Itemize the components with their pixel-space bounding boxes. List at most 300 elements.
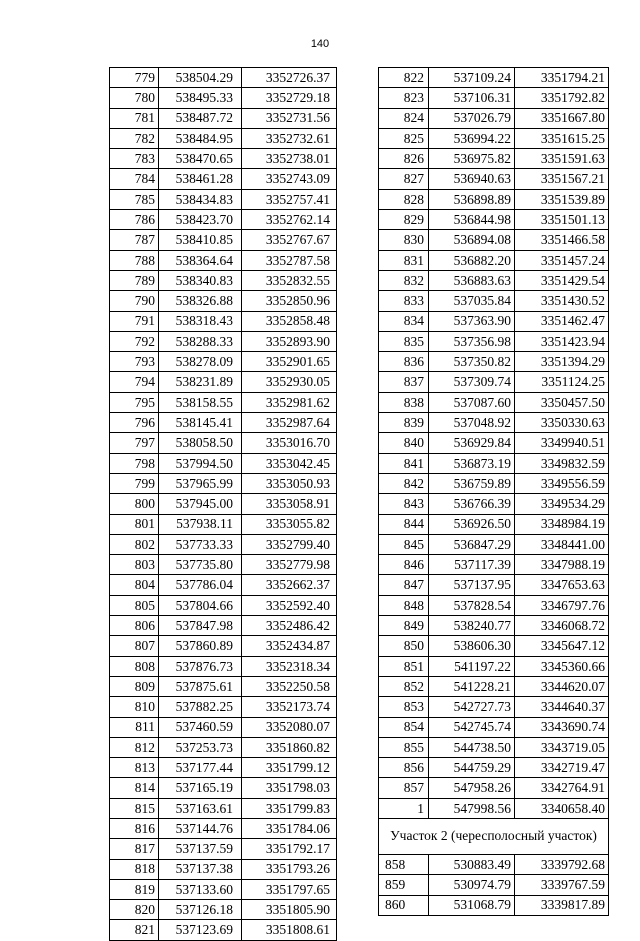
- x-coordinate: 537965.99: [159, 473, 242, 493]
- point-number: 836: [379, 352, 429, 372]
- table-row: [379, 737, 609, 757]
- point-number: 787: [110, 230, 159, 250]
- y-coordinate: 3350330.63: [515, 413, 609, 433]
- x-coordinate: 537356.98: [429, 331, 515, 351]
- point-number: 786: [110, 210, 159, 230]
- x-coordinate: 537860.89: [159, 636, 242, 656]
- table-row: [110, 392, 337, 412]
- y-coordinate: 3352726.37: [242, 68, 337, 88]
- x-coordinate: 537177.44: [159, 758, 242, 778]
- table-row: [379, 798, 609, 818]
- x-coordinate: 536975.82: [429, 149, 515, 169]
- table-row: [110, 210, 337, 230]
- point-number: 824: [379, 108, 429, 128]
- y-coordinate: 3352762.14: [242, 210, 337, 230]
- table-row: [110, 88, 337, 108]
- x-coordinate: 537828.54: [429, 595, 515, 615]
- point-number: 795: [110, 392, 159, 412]
- x-coordinate: 537938.11: [159, 514, 242, 534]
- point-number: 804: [110, 575, 159, 595]
- y-coordinate: 3351591.63: [515, 149, 609, 169]
- x-coordinate: 536940.63: [429, 169, 515, 189]
- y-coordinate: 3352738.01: [242, 149, 337, 169]
- x-coordinate: 544738.50: [429, 737, 515, 757]
- x-coordinate: 537106.31: [429, 88, 515, 108]
- point-number: 859: [379, 875, 429, 895]
- table-row: [379, 149, 609, 169]
- x-coordinate: 538231.89: [159, 372, 242, 392]
- table-row: [379, 453, 609, 473]
- x-coordinate: 537026.79: [429, 108, 515, 128]
- table-row: [379, 108, 609, 128]
- table-row: [110, 250, 337, 270]
- y-coordinate: 3351792.17: [242, 839, 337, 859]
- point-number: 860: [379, 895, 429, 915]
- x-coordinate: 536898.89: [429, 189, 515, 209]
- coordinates-table-right: [378, 67, 609, 916]
- table-row: [110, 169, 337, 189]
- y-coordinate: 3351799.12: [242, 758, 337, 778]
- y-coordinate: 3351462.47: [515, 311, 609, 331]
- table-row: [379, 311, 609, 331]
- x-coordinate: 536882.20: [429, 250, 515, 270]
- point-number: 814: [110, 778, 159, 798]
- x-coordinate: 536844.98: [429, 210, 515, 230]
- table-row: [110, 636, 337, 656]
- x-coordinate: 538495.33: [159, 88, 242, 108]
- y-coordinate: 3352731.56: [242, 108, 337, 128]
- point-number: 821: [110, 920, 159, 940]
- table-row: [379, 189, 609, 209]
- table-row: [110, 534, 337, 554]
- point-number: 797: [110, 433, 159, 453]
- x-coordinate: 537117.39: [429, 555, 515, 575]
- table-row: [110, 555, 337, 575]
- y-coordinate: 3352832.55: [242, 270, 337, 290]
- point-number: 843: [379, 494, 429, 514]
- x-coordinate: 536759.89: [429, 473, 515, 493]
- point-number: 831: [379, 250, 429, 270]
- table-row: [379, 88, 609, 108]
- point-number: 799: [110, 473, 159, 493]
- table-row: [110, 839, 337, 859]
- x-coordinate: 541197.22: [429, 656, 515, 676]
- y-coordinate: 3352250.58: [242, 676, 337, 696]
- point-number: 846: [379, 555, 429, 575]
- table-row: [379, 413, 609, 433]
- table-row: [110, 818, 337, 838]
- point-number: 809: [110, 676, 159, 696]
- x-coordinate: 537309.74: [429, 372, 515, 392]
- y-coordinate: 3351808.61: [242, 920, 337, 940]
- y-coordinate: 3351394.29: [515, 352, 609, 372]
- point-number: 793: [110, 352, 159, 372]
- table-row: [379, 494, 609, 514]
- table-row: [110, 676, 337, 696]
- x-coordinate: 537109.24: [429, 68, 515, 88]
- y-coordinate: 3340658.40: [515, 798, 609, 818]
- table-row: [110, 879, 337, 899]
- point-number: 851: [379, 656, 429, 676]
- point-number: 855: [379, 737, 429, 757]
- y-coordinate: 3352767.67: [242, 230, 337, 250]
- x-coordinate: 537876.73: [159, 656, 242, 676]
- x-coordinate: 537137.59: [159, 839, 242, 859]
- point-number: 857: [379, 778, 429, 798]
- y-coordinate: 3352757.41: [242, 189, 337, 209]
- x-coordinate: 538504.29: [159, 68, 242, 88]
- section-header-row: [379, 818, 609, 854]
- table-row: [110, 697, 337, 717]
- x-coordinate: 538058.50: [159, 433, 242, 453]
- table-row: [110, 230, 337, 250]
- table-row: [379, 169, 609, 189]
- x-coordinate: 537804.66: [159, 595, 242, 615]
- point-number: 1: [379, 798, 429, 818]
- point-number: 806: [110, 616, 159, 636]
- point-number: 798: [110, 453, 159, 473]
- table-row: [379, 555, 609, 575]
- point-number: 830: [379, 230, 429, 250]
- y-coordinate: 3352850.96: [242, 291, 337, 311]
- table-row: [110, 656, 337, 676]
- point-number: 805: [110, 595, 159, 615]
- x-coordinate: 538318.43: [159, 311, 242, 331]
- x-coordinate: 537945.00: [159, 494, 242, 514]
- y-coordinate: 3352799.40: [242, 534, 337, 554]
- y-coordinate: 3353016.70: [242, 433, 337, 453]
- y-coordinate: 3352981.62: [242, 392, 337, 412]
- x-coordinate: 538278.09: [159, 352, 242, 372]
- point-number: 823: [379, 88, 429, 108]
- table-row: [379, 473, 609, 493]
- y-coordinate: 3348984.19: [515, 514, 609, 534]
- point-number: 838: [379, 392, 429, 412]
- point-number: 833: [379, 291, 429, 311]
- table-row: [379, 758, 609, 778]
- x-coordinate: 530974.79: [429, 875, 515, 895]
- x-coordinate: 538487.72: [159, 108, 242, 128]
- table-row: [110, 453, 337, 473]
- y-coordinate: 3339792.68: [515, 854, 609, 874]
- point-number: 817: [110, 839, 159, 859]
- y-coordinate: 3352592.40: [242, 595, 337, 615]
- x-coordinate: 538145.41: [159, 413, 242, 433]
- y-coordinate: 3351805.90: [242, 900, 337, 920]
- point-number: 815: [110, 798, 159, 818]
- x-coordinate: 536994.22: [429, 128, 515, 148]
- point-number: 842: [379, 473, 429, 493]
- point-number: 825: [379, 128, 429, 148]
- y-coordinate: 3353058.91: [242, 494, 337, 514]
- point-number: 784: [110, 169, 159, 189]
- point-number: 782: [110, 128, 159, 148]
- x-coordinate: 537144.76: [159, 818, 242, 838]
- x-coordinate: 541228.21: [429, 676, 515, 696]
- table-row: [379, 854, 609, 874]
- x-coordinate: 542727.73: [429, 697, 515, 717]
- x-coordinate: 536894.08: [429, 230, 515, 250]
- table-row: [379, 676, 609, 696]
- y-coordinate: 3349940.51: [515, 433, 609, 453]
- point-number: 816: [110, 818, 159, 838]
- x-coordinate: 538158.55: [159, 392, 242, 412]
- y-coordinate: 3349832.59: [515, 453, 609, 473]
- y-coordinate: 3351615.25: [515, 128, 609, 148]
- x-coordinate: 537350.82: [429, 352, 515, 372]
- y-coordinate: 3344620.07: [515, 676, 609, 696]
- table-row: [110, 575, 337, 595]
- point-number: 849: [379, 616, 429, 636]
- y-coordinate: 3346797.76: [515, 595, 609, 615]
- table-row: [110, 311, 337, 331]
- point-number: 785: [110, 189, 159, 209]
- point-number: 848: [379, 595, 429, 615]
- point-number: 847: [379, 575, 429, 595]
- y-coordinate: 3352930.05: [242, 372, 337, 392]
- point-number: 801: [110, 514, 159, 534]
- point-number: 818: [110, 859, 159, 879]
- y-coordinate: 3352662.37: [242, 575, 337, 595]
- table-row: [110, 920, 337, 940]
- point-number: 858: [379, 854, 429, 874]
- y-coordinate: 3352901.65: [242, 352, 337, 372]
- point-number: 779: [110, 68, 159, 88]
- point-number: 788: [110, 250, 159, 270]
- y-coordinate: 3351793.26: [242, 859, 337, 879]
- coordinates-table-left: [109, 67, 337, 941]
- table-row: [110, 473, 337, 493]
- point-number: 840: [379, 433, 429, 453]
- point-number: 837: [379, 372, 429, 392]
- point-number: 781: [110, 108, 159, 128]
- table-row: [110, 189, 337, 209]
- x-coordinate: 537035.84: [429, 291, 515, 311]
- y-coordinate: 3351466.58: [515, 230, 609, 250]
- y-coordinate: 3351799.83: [242, 798, 337, 818]
- x-coordinate: 537087.60: [429, 392, 515, 412]
- table-row: [379, 595, 609, 615]
- x-coordinate: 538470.65: [159, 149, 242, 169]
- x-coordinate: 536929.84: [429, 433, 515, 453]
- table-row: [110, 616, 337, 636]
- point-number: 856: [379, 758, 429, 778]
- point-number: 828: [379, 189, 429, 209]
- point-number: 826: [379, 149, 429, 169]
- table-row: [379, 128, 609, 148]
- y-coordinate: 3342719.47: [515, 758, 609, 778]
- x-coordinate: 537735.80: [159, 555, 242, 575]
- table-row: [110, 900, 337, 920]
- y-coordinate: 3353050.93: [242, 473, 337, 493]
- table-row: [110, 798, 337, 818]
- x-coordinate: 537786.04: [159, 575, 242, 595]
- point-number: 844: [379, 514, 429, 534]
- point-number: 803: [110, 555, 159, 575]
- y-coordinate: 3352732.61: [242, 128, 337, 148]
- x-coordinate: 538434.83: [159, 189, 242, 209]
- y-coordinate: 3353055.82: [242, 514, 337, 534]
- point-number: 819: [110, 879, 159, 899]
- x-coordinate: 536873.19: [429, 453, 515, 473]
- table-row: [110, 494, 337, 514]
- y-coordinate: 3353042.45: [242, 453, 337, 473]
- x-coordinate: 538364.64: [159, 250, 242, 270]
- y-coordinate: 3349556.59: [515, 473, 609, 493]
- x-coordinate: 537733.33: [159, 534, 242, 554]
- table-row: [379, 433, 609, 453]
- table-row: [379, 636, 609, 656]
- y-coordinate: 3351457.24: [515, 250, 609, 270]
- point-number: 834: [379, 311, 429, 331]
- table-row: [110, 737, 337, 757]
- table-row: [379, 230, 609, 250]
- y-coordinate: 3352893.90: [242, 331, 337, 351]
- table-row: [110, 68, 337, 88]
- x-coordinate: 537460.59: [159, 717, 242, 737]
- y-coordinate: 3351860.82: [242, 737, 337, 757]
- x-coordinate: 537137.95: [429, 575, 515, 595]
- y-coordinate: 3351797.65: [242, 879, 337, 899]
- y-coordinate: 3351567.21: [515, 169, 609, 189]
- y-coordinate: 3352858.48: [242, 311, 337, 331]
- point-number: 807: [110, 636, 159, 656]
- x-coordinate: 538423.70: [159, 210, 242, 230]
- table-row: [110, 413, 337, 433]
- y-coordinate: 3346068.72: [515, 616, 609, 636]
- x-coordinate: 537882.25: [159, 697, 242, 717]
- table-row: [110, 291, 337, 311]
- table-row: [379, 616, 609, 636]
- y-coordinate: 3343690.74: [515, 717, 609, 737]
- table-row: [379, 895, 609, 915]
- point-number: 790: [110, 291, 159, 311]
- y-coordinate: 3344640.37: [515, 697, 609, 717]
- y-coordinate: 3351423.94: [515, 331, 609, 351]
- table-row: [110, 270, 337, 290]
- point-number: 802: [110, 534, 159, 554]
- x-coordinate: 537847.98: [159, 616, 242, 636]
- page-number: 140: [310, 38, 330, 50]
- point-number: 822: [379, 68, 429, 88]
- section-title: Участок 2 (чересполосный участок): [379, 818, 609, 854]
- y-coordinate: 3347988.19: [515, 555, 609, 575]
- y-coordinate: 3352318.34: [242, 656, 337, 676]
- y-coordinate: 3351784.06: [242, 818, 337, 838]
- table-row: [379, 697, 609, 717]
- table-row: [379, 270, 609, 290]
- table-row: [379, 352, 609, 372]
- x-coordinate: 547958.26: [429, 778, 515, 798]
- point-number: 800: [110, 494, 159, 514]
- point-number: 780: [110, 88, 159, 108]
- point-number: 835: [379, 331, 429, 351]
- y-coordinate: 3352779.98: [242, 555, 337, 575]
- point-number: 832: [379, 270, 429, 290]
- y-coordinate: 3351539.89: [515, 189, 609, 209]
- table-row: [379, 575, 609, 595]
- table-row: [110, 778, 337, 798]
- x-coordinate: 537126.18: [159, 900, 242, 920]
- x-coordinate: 536926.50: [429, 514, 515, 534]
- x-coordinate: 542745.74: [429, 717, 515, 737]
- x-coordinate: 538484.95: [159, 128, 242, 148]
- table-row: [379, 778, 609, 798]
- y-coordinate: 3352987.64: [242, 413, 337, 433]
- x-coordinate: 537048.92: [429, 413, 515, 433]
- x-coordinate: 537363.90: [429, 311, 515, 331]
- x-coordinate: 537253.73: [159, 737, 242, 757]
- x-coordinate: 538340.83: [159, 270, 242, 290]
- table-row: [379, 875, 609, 895]
- table-row: [110, 717, 337, 737]
- y-coordinate: 3351798.03: [242, 778, 337, 798]
- point-number: 850: [379, 636, 429, 656]
- y-coordinate: 3351430.52: [515, 291, 609, 311]
- y-coordinate: 3345647.12: [515, 636, 609, 656]
- y-coordinate: 3351501.13: [515, 210, 609, 230]
- y-coordinate: 3351429.54: [515, 270, 609, 290]
- point-number: 839: [379, 413, 429, 433]
- x-coordinate: 537875.61: [159, 676, 242, 696]
- x-coordinate: 536766.39: [429, 494, 515, 514]
- y-coordinate: 3352743.09: [242, 169, 337, 189]
- y-coordinate: 3352173.74: [242, 697, 337, 717]
- y-coordinate: 3345360.66: [515, 656, 609, 676]
- point-number: 853: [379, 697, 429, 717]
- point-number: 794: [110, 372, 159, 392]
- x-coordinate: 547998.56: [429, 798, 515, 818]
- point-number: 791: [110, 311, 159, 331]
- table-row: [110, 352, 337, 372]
- table-row: [379, 514, 609, 534]
- y-coordinate: 3351124.25: [515, 372, 609, 392]
- y-coordinate: 3348441.00: [515, 534, 609, 554]
- y-coordinate: 3352787.58: [242, 250, 337, 270]
- table-row: [110, 514, 337, 534]
- table-row: [110, 149, 337, 169]
- table-row: [379, 534, 609, 554]
- point-number: 789: [110, 270, 159, 290]
- point-number: 808: [110, 656, 159, 676]
- table-row: [379, 392, 609, 412]
- y-coordinate: 3342764.91: [515, 778, 609, 798]
- x-coordinate: 544759.29: [429, 758, 515, 778]
- x-coordinate: 537165.19: [159, 778, 242, 798]
- y-coordinate: 3351667.80: [515, 108, 609, 128]
- x-coordinate: 538240.77: [429, 616, 515, 636]
- point-number: 852: [379, 676, 429, 696]
- x-coordinate: 537133.60: [159, 879, 242, 899]
- x-coordinate: 538410.85: [159, 230, 242, 250]
- x-coordinate: 530883.49: [429, 854, 515, 874]
- point-number: 811: [110, 717, 159, 737]
- table-row: [110, 758, 337, 778]
- y-coordinate: 3339767.59: [515, 875, 609, 895]
- table-row: [110, 108, 337, 128]
- table-row: [379, 210, 609, 230]
- y-coordinate: 3352486.42: [242, 616, 337, 636]
- point-number: 783: [110, 149, 159, 169]
- point-number: 792: [110, 331, 159, 351]
- y-coordinate: 3339817.89: [515, 895, 609, 915]
- y-coordinate: 3350457.50: [515, 392, 609, 412]
- x-coordinate: 531068.79: [429, 895, 515, 915]
- point-number: 829: [379, 210, 429, 230]
- table-row: [110, 331, 337, 351]
- point-number: 812: [110, 737, 159, 757]
- y-coordinate: 3351794.21: [515, 68, 609, 88]
